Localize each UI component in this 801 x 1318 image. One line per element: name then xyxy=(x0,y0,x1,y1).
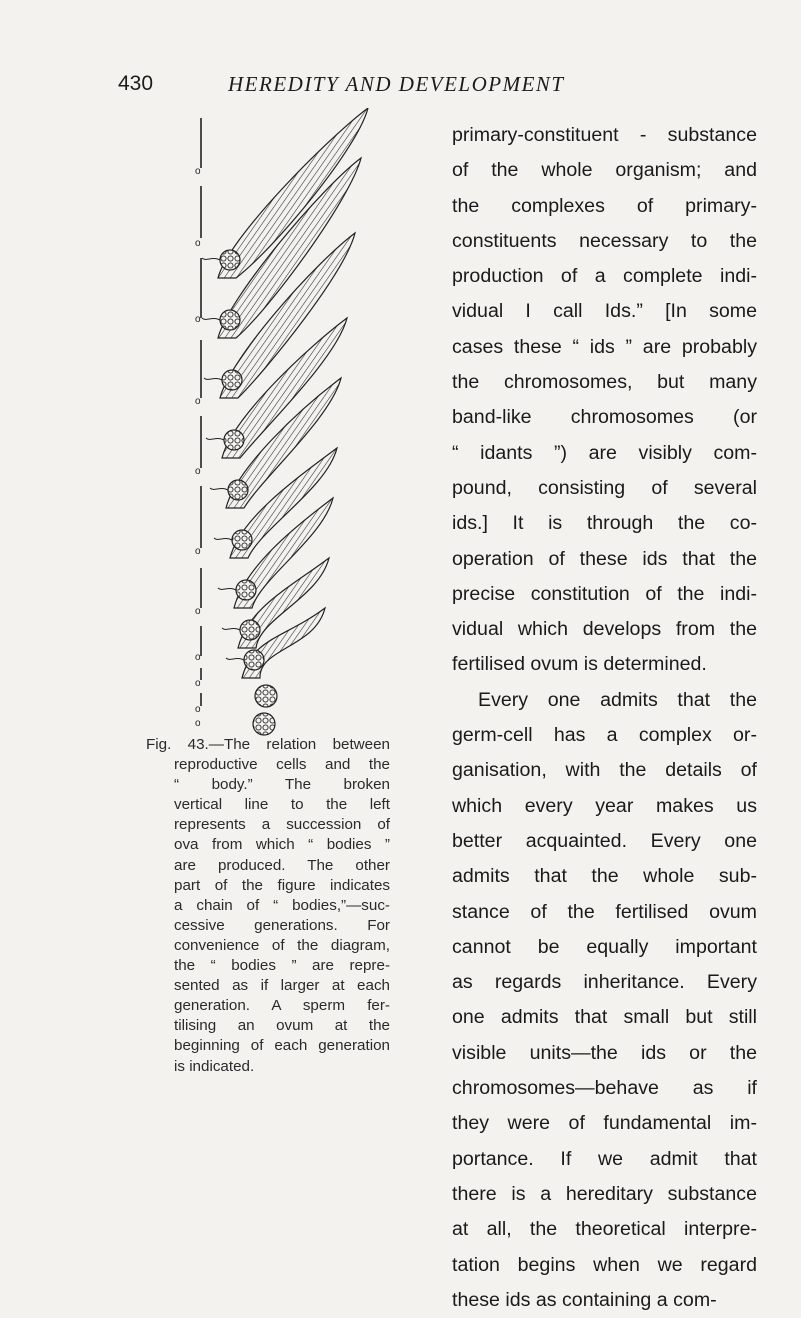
caption-line: ova from which “ bodies ” xyxy=(174,836,390,854)
text-line: cases these “ ids ” are probably xyxy=(452,335,757,358)
page-number: 430 xyxy=(118,72,154,95)
ovum-mark: o xyxy=(195,546,201,557)
text-line: one admits that small but still xyxy=(452,1006,757,1029)
caption-line: reproductive cells and the xyxy=(174,756,390,774)
text-line: the complexes of primary- xyxy=(452,194,757,217)
germ-cell xyxy=(220,310,240,330)
text-line: at all, the theoretical interpre- xyxy=(452,1218,757,1241)
caption-line: part of the figure indicates xyxy=(174,876,390,894)
caption-line: sented as if larger at each xyxy=(174,977,390,995)
ovum-mark: o xyxy=(195,606,201,617)
sperm-mark xyxy=(204,378,222,380)
text-line: band-like chromosomes (or xyxy=(452,406,757,429)
caption-line: represents a succession of xyxy=(174,816,390,834)
germ-cell xyxy=(224,430,244,450)
text-line: production of a complete indi- xyxy=(452,265,757,288)
text-line: vidual I call Ids.” [In some xyxy=(452,300,757,323)
text-line: these ids as containing a com- xyxy=(452,1288,717,1311)
text-line: ganisation, with the details of xyxy=(452,759,757,782)
text-line: stance of the fertilised ovum xyxy=(452,900,757,923)
text-line: fertilised ovum is determined. xyxy=(452,653,707,676)
germ-cell xyxy=(220,250,240,270)
text-line: pound, consisting of several xyxy=(452,476,757,499)
text-line: they were of fundamental im- xyxy=(452,1112,757,1135)
caption-line: cessive generations. For xyxy=(174,916,390,934)
caption-line: the “ bodies ” are repre- xyxy=(174,957,390,975)
germ-cell xyxy=(222,370,242,390)
text-line: primary-constituent - substance xyxy=(452,124,757,146)
caption-line: “ body.” The broken xyxy=(174,776,390,794)
sperm-mark xyxy=(202,318,220,320)
caption-line: a chain of “ bodies,”—suc- xyxy=(174,896,390,914)
caption-line: are produced. The other xyxy=(174,856,390,874)
figure-caption xyxy=(146,735,390,1077)
ovum-cell xyxy=(255,685,277,707)
figure-illustration xyxy=(178,108,448,738)
text-line: which every year makes us xyxy=(452,794,757,817)
caption-line: Fig. 43.—The relation between xyxy=(146,736,390,753)
text-line: ids.] It is through the co- xyxy=(452,512,757,535)
text-line: tation begins when we regard xyxy=(452,1253,757,1276)
ova-marks xyxy=(195,166,201,729)
text-line: chromosomes—behave as if xyxy=(452,1077,757,1100)
text-line: of the whole organism; and xyxy=(452,159,757,182)
sperm-mark xyxy=(202,258,220,260)
ovum-mark: o xyxy=(195,314,201,325)
text-line: visible units—the ids or the xyxy=(452,1041,757,1064)
text-line: “ idants ”) are visibly com- xyxy=(452,441,757,464)
text-line: better acquainted. Every one xyxy=(452,829,757,852)
ovum-mark: o xyxy=(195,678,201,689)
ovum-mark: o xyxy=(195,238,201,249)
text-line: as regards inheritance. Every xyxy=(452,971,757,994)
text-line: constituents necessary to the xyxy=(452,229,757,252)
ovum-mark: o xyxy=(195,652,201,663)
sperm-mark xyxy=(222,628,240,630)
text-line: precise constitution of the indi- xyxy=(452,582,757,605)
sperm-mark xyxy=(226,658,244,660)
ovum-mark: o xyxy=(195,704,201,715)
text-line: there is a hereditary substance xyxy=(452,1182,757,1205)
bodies-chain xyxy=(202,108,368,735)
text-line: operation of these ids that the xyxy=(452,547,757,570)
caption-line: tilising an ovum at the xyxy=(174,1017,390,1035)
ovum-cell xyxy=(253,713,275,735)
caption-line: beginning of each generation xyxy=(174,1037,390,1055)
sperm-mark xyxy=(214,538,232,540)
ovum-mark: o xyxy=(195,396,201,407)
figure-43-diagram xyxy=(178,108,448,738)
sperm-mark xyxy=(218,588,236,590)
text-line: cannot be equally important xyxy=(452,935,757,958)
germ-cell xyxy=(232,530,252,550)
sperm-mark xyxy=(206,438,224,440)
ovum-mark: o xyxy=(195,718,201,729)
text-line: germ-cell has a complex or- xyxy=(452,724,757,747)
text-line: portance. If we admit that xyxy=(452,1147,757,1170)
text-line: the chromosomes, but many xyxy=(452,371,757,394)
caption-line: vertical line to the left xyxy=(174,796,390,814)
ovum-mark: o xyxy=(195,166,201,177)
sperm-mark xyxy=(210,488,228,490)
text-line: admits that the whole sub- xyxy=(452,865,757,888)
caption-line: generation. A sperm fer- xyxy=(174,997,390,1015)
germ-cell xyxy=(228,480,248,500)
text-line: Every one admits that the xyxy=(478,688,757,711)
running-title: HEREDITY AND DEVELOPMENT xyxy=(228,72,565,96)
page-header xyxy=(118,72,758,104)
text-line: vidual which develops from the xyxy=(452,618,757,641)
germ-cell xyxy=(244,650,264,670)
caption-line: is indicated. xyxy=(174,1057,255,1075)
germ-cell xyxy=(236,580,256,600)
ovum-mark: o xyxy=(195,466,201,477)
body-text xyxy=(452,118,757,1318)
germ-cell xyxy=(240,620,260,640)
caption-line: convenience of the diagram, xyxy=(174,936,390,954)
